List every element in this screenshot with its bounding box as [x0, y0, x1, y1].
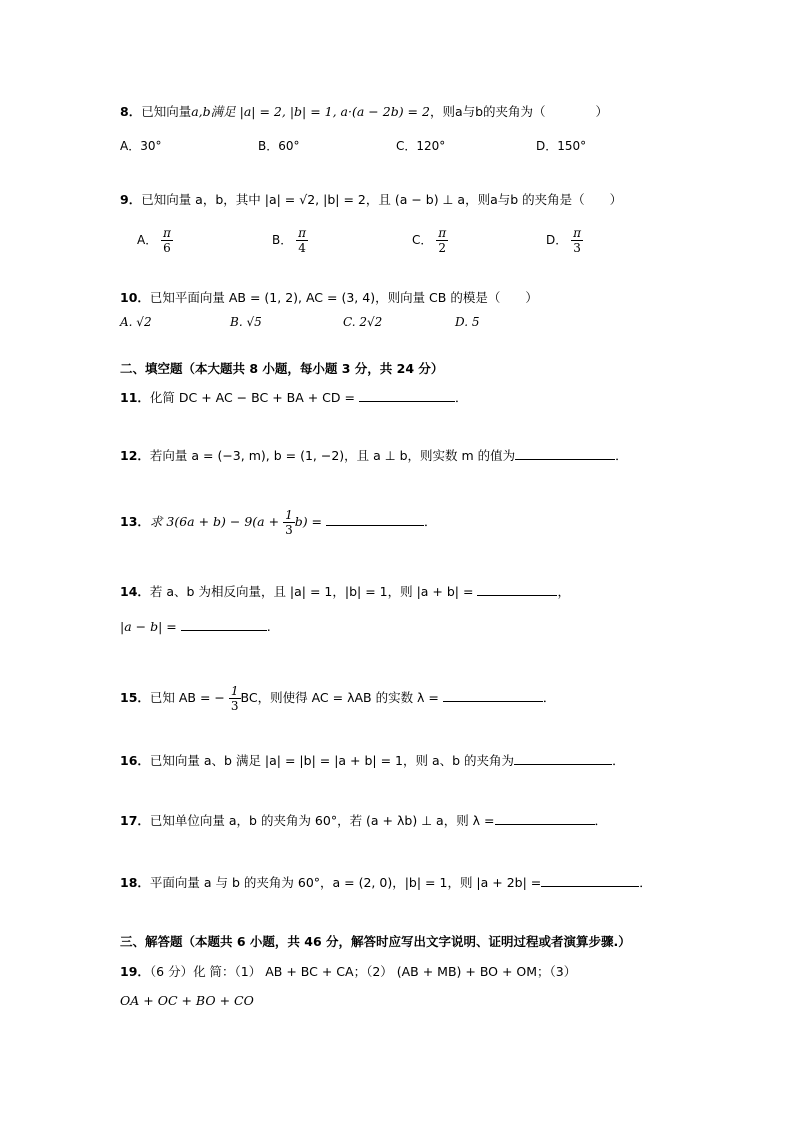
question-stem: 已知向量: [141, 104, 192, 119]
question-tail: ，则a与b的夹角为（ ）: [429, 104, 609, 119]
question-number: 12．: [120, 448, 150, 463]
option-label: A．: [137, 233, 158, 247]
question-10: [120, 288, 538, 306]
question-text: 化简 DC + AC − BC + BA + CD =: [149, 390, 355, 405]
question-number: 11．: [120, 390, 150, 405]
punctuation: ．: [639, 875, 652, 890]
question-13: [120, 508, 437, 537]
answer-blank[interactable]: [515, 447, 615, 460]
option-d: D. 5: [455, 315, 480, 329]
answer-blank[interactable]: [514, 752, 612, 765]
option-a: A. √2: [120, 315, 152, 329]
question-number: 17．: [120, 813, 150, 828]
option-label: D．: [546, 233, 568, 247]
question-number: 14．: [120, 584, 150, 599]
question-19-line-2: OA + OC + BO + CO: [120, 993, 254, 1008]
question-text: 平面向量 a 与 b 的夹角为 60°，a = (2, 0)，|b| = 1，则 |a + 2b| =: [149, 875, 542, 890]
answer-blank[interactable]: [326, 513, 424, 526]
question-text: （6 分）化 简：（1） AB + BC + CA；（2） (AB + MB) + BO + OM；（3）: [149, 964, 577, 979]
option-c: C. 2√2: [343, 315, 383, 329]
punctuation: ．: [542, 690, 556, 705]
punctuation: ．: [454, 390, 468, 405]
math-expression: 求 3(6a + b) − 9(a +: [149, 514, 280, 529]
answer-blank[interactable]: [359, 389, 455, 402]
question-9: [120, 190, 622, 208]
question-14: [120, 582, 570, 600]
answer-blank[interactable]: [541, 874, 639, 887]
option-c: [412, 226, 448, 255]
question-text: 若 a、b 为相反向量，且 |a| = 1，|b| = 1，则 |a + b| =: [149, 584, 474, 599]
question-text: 已知单位向量 a，b 的夹角为 60°，若 (a + λb) ⊥ a，则 λ =: [149, 813, 495, 828]
question-number: 9．: [120, 192, 142, 207]
question-text: 若向量 a = (−3, m), b = (1, −2)，且 a ⊥ b，则实数 m 的值为: [149, 448, 516, 463]
fraction: $\frac{\pi}{2}$: [438, 226, 447, 255]
answer-blank[interactable]: [477, 583, 557, 596]
math-condition: a,b满足 |a| = 2, |b| = 1, a·(a − 2b) = 2: [191, 104, 430, 119]
question-18: [120, 873, 652, 891]
option-a: [137, 226, 173, 255]
question-number: 15．: [120, 690, 150, 705]
option-c: C．120°: [396, 139, 446, 153]
question-number: 13．: [120, 514, 150, 529]
fraction: $\frac{\pi}{3}$: [573, 226, 581, 255]
fraction: $\frac{1}{3}$: [230, 684, 239, 713]
option-b: B. √5: [230, 315, 262, 329]
question-stem: 已知向量 a，b，其中 |a| = √2, |b| = 2，且 (a − b) ⊥ a，则a与b 的夹角是（ ）: [141, 192, 623, 207]
punctuation: ．: [424, 514, 437, 529]
question-17: [120, 811, 607, 829]
question-number: 16．: [120, 753, 150, 768]
punctuation: ，: [557, 584, 570, 599]
math-expression: BC，则使得 AC = λAB 的实数 λ =: [240, 690, 439, 705]
math-expression: |a − b| =: [120, 619, 177, 634]
question-12: [120, 446, 628, 464]
answer-blank[interactable]: [443, 689, 543, 702]
fraction: $\frac{\pi}{4}$: [298, 226, 306, 255]
answer-blank[interactable]: [181, 618, 267, 631]
question-text: 已知向量 a、b 满足 |a| = |b| = |a + b| = 1，则 a、b 的夹角为: [149, 753, 515, 768]
fraction: $\frac{1}{3}$: [285, 508, 293, 537]
option-d: [546, 226, 583, 255]
option-b: [272, 226, 308, 255]
question-8: [120, 102, 608, 120]
section-heading-solutions: 三、解答题（本题共 6 小题，共 46 分，解答时应写出文字说明、证明过程或者演算步骤.）: [120, 934, 631, 949]
question-number: 18．: [120, 875, 150, 890]
option-d: D．150°: [536, 139, 587, 153]
punctuation: ．: [615, 448, 628, 463]
punctuation: ．: [612, 753, 625, 768]
question-number: 8．: [120, 104, 142, 119]
question-19: [120, 962, 576, 980]
option-a: A．30°: [120, 139, 162, 153]
answer-blank[interactable]: [495, 812, 595, 825]
question-number: 10．: [120, 290, 150, 305]
math-expression: 已知 AB = −: [149, 690, 225, 705]
math-expression: b) =: [294, 514, 323, 529]
option-label: B．: [272, 233, 293, 247]
question-15: [120, 684, 555, 713]
fraction: $\frac{\pi}{6}$: [163, 226, 171, 255]
punctuation: .: [266, 619, 271, 634]
question-stem: 已知平面向量 AB = (1, 2), AC = (3, 4)，则向量 CB 的模是（ ）: [149, 290, 538, 305]
option-b: B．60°: [258, 139, 300, 153]
punctuation: ．: [594, 813, 608, 828]
option-label: C．: [412, 233, 433, 247]
section-heading-fill-in: 二、填空题（本大题共 8 小题，每小题 3 分，共 24 分）: [120, 361, 444, 376]
question-number: 19．: [120, 964, 150, 979]
question-11: [120, 388, 468, 406]
question-14-line-2: [120, 618, 271, 634]
question-16: [120, 751, 625, 769]
